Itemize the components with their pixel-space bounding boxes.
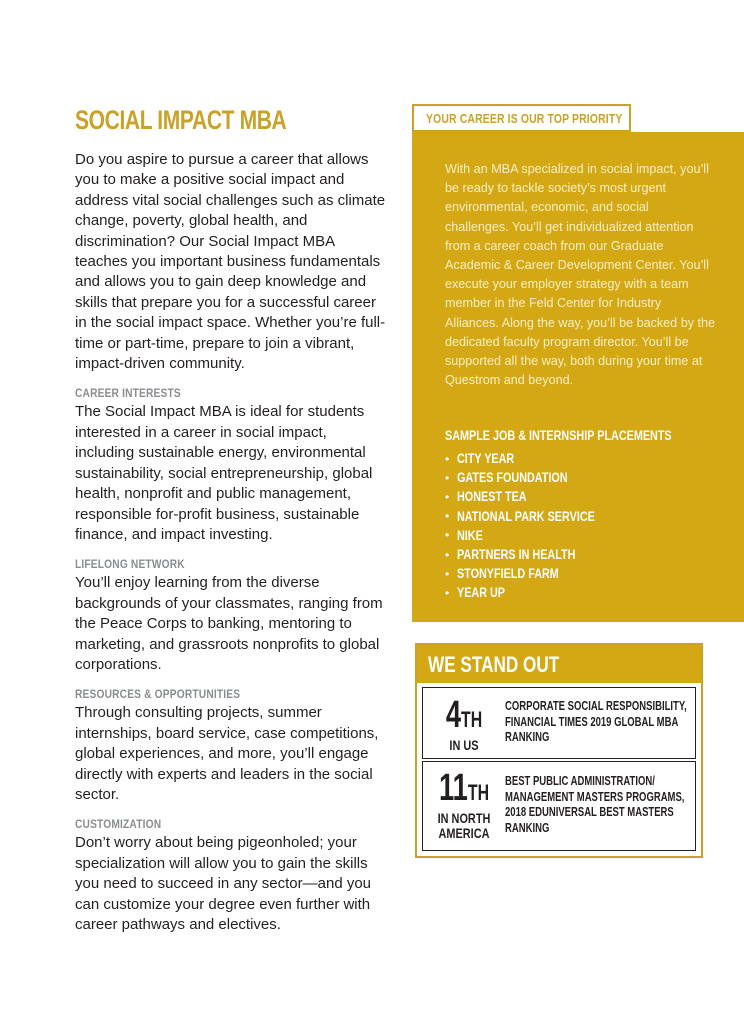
- ranking-card: [422, 761, 696, 851]
- rank-value: 4: [445, 694, 462, 736]
- stand-out-header: [417, 645, 701, 683]
- placements-title: SAMPLE JOB & INTERNSHIP PLACEMENTS: [445, 428, 672, 443]
- list-item: [445, 468, 629, 487]
- bullet-icon: •: [445, 509, 450, 524]
- placement-label: NATIONAL PARK SERVICE: [457, 508, 595, 524]
- rank-number: [438, 767, 490, 811]
- page-title: SOCIAL IMPACT MBA: [75, 105, 287, 135]
- main-column: [75, 104, 387, 935]
- bullet-icon: •: [445, 528, 450, 543]
- placement-label: CITY YEAR: [457, 451, 515, 467]
- list-item: [445, 564, 629, 583]
- section-heading-customization: CUSTOMIZATION: [75, 817, 162, 832]
- ranking-line: RANKING: [505, 820, 550, 835]
- section-heading-lifelong-network: LIFELONG NETWORK: [75, 557, 185, 572]
- rank-suffix: TH: [467, 780, 490, 805]
- career-panel-text: With an MBA specialized in social impact, you’ll be ready to tackle society’s most urgent environmental, economic, and social challenges. You’ll get individualized attention from a career coach from our Graduate Academic & Career Development Center. You’ll execute your employer strategy with a team member in the Feld Center for Industry Alliances. Along the way, you’ll be backed by the dedicated faculty program director. You’ll be supported all the way, both during your time at Questrom and beyond.: [445, 162, 715, 388]
- bullet-icon: •: [445, 470, 450, 485]
- ranking-description: [505, 699, 695, 746]
- ranking-line: FINANCIAL TIMES 2019 GLOBAL MBA: [505, 714, 679, 729]
- intro-paragraph: Do you aspire to pursue a career that allows you to make a positive social impact and address vital social challenges such as climate change, poverty, global health, and discrimination? Our Social Impact MBA teaches you important business fundamentals and allows you to gain deep knowledge and skills that prepare you for a successful career in the social impact space. Whether you’re full-time or part-time, prepare to join a vibrant, impact-driven community.: [75, 151, 386, 373]
- list-item: [445, 526, 629, 545]
- placement-label: YEAR UP: [457, 585, 506, 601]
- placement-label: HONEST TEA: [457, 489, 527, 505]
- career-tab-label: YOUR CAREER IS OUR TOP PRIORITY: [426, 111, 623, 126]
- rank-suffix: TH: [461, 707, 483, 732]
- ranking-line: MANAGEMENT MASTERS PROGRAMS,: [505, 789, 685, 804]
- list-item: [445, 487, 629, 506]
- stand-out-box: [415, 643, 703, 858]
- section-body-customization: Don’t worry about being pigeonholed; your specialization will allow you to gain the skills you need to succeed in any sector—and you can customize your degree even further with career pathways and electives.: [75, 834, 372, 933]
- rank-number: [439, 694, 489, 738]
- section-body-resources: Through consulting projects, summer internships, board service, case competitions, global experiences, and more, you’ll engage directly with experts and leaders in the social sector.: [75, 704, 379, 803]
- placements-list: [445, 449, 629, 603]
- section-heading-resources: RESOURCES & OPPORTUNITIES: [75, 687, 241, 702]
- bullet-icon: •: [445, 489, 450, 504]
- ranking-line: RANKING: [505, 730, 550, 744]
- career-tab: [412, 104, 631, 132]
- bullet-icon: •: [445, 547, 450, 562]
- rank-region: IN US: [449, 737, 479, 753]
- placement-label: GATES FOUNDATION: [457, 470, 568, 486]
- rank-value: 11: [438, 767, 468, 809]
- list-item: [445, 583, 629, 602]
- list-item: [445, 507, 629, 526]
- rank-badge: [429, 694, 499, 753]
- list-item: [445, 545, 629, 564]
- rank-region: AMERICA: [438, 825, 490, 841]
- rank-region: IN NORTH: [437, 810, 491, 826]
- section-body-lifelong-network: You’ll enjoy learning from the diverse backgrounds of your classmates, ranging from the Peace Corps to banking, mentoring to marketing, and grassroots nonprofits to global corporations.: [75, 574, 383, 673]
- section-heading-career-interests: CAREER INTERESTS: [75, 386, 181, 401]
- ranking-description: [505, 774, 695, 836]
- ranking-line: 2018 EDUNIVERSAL BEST MASTERS: [505, 805, 674, 819]
- ranking-line: CORPORATE SOCIAL RESPONSIBILITY,: [505, 699, 687, 713]
- bullet-icon: •: [445, 585, 450, 600]
- ranking-card: [422, 687, 696, 759]
- bullet-icon: •: [445, 566, 450, 581]
- stand-out-heading: WE STAND OUT: [428, 652, 560, 677]
- placement-label: PARTNERS IN HEALTH: [457, 547, 576, 563]
- placement-label: STONYFIELD FARM: [457, 566, 559, 582]
- rank-badge: [429, 767, 499, 841]
- career-panel: [412, 132, 744, 622]
- ranking-line: BEST PUBLIC ADMINISTRATION/: [505, 774, 655, 788]
- placement-label: NIKE: [457, 527, 483, 543]
- section-body-career-interests: The Social Impact MBA is ideal for students interested in a career in social impact, including sustainable energy, environmental sustainability, social entrepreneurship, global health, nonprofit and public management, responsible for-profit business, sustainable finance, and impact investing.: [75, 403, 373, 543]
- bullet-icon: •: [445, 451, 450, 466]
- list-item: [445, 449, 629, 468]
